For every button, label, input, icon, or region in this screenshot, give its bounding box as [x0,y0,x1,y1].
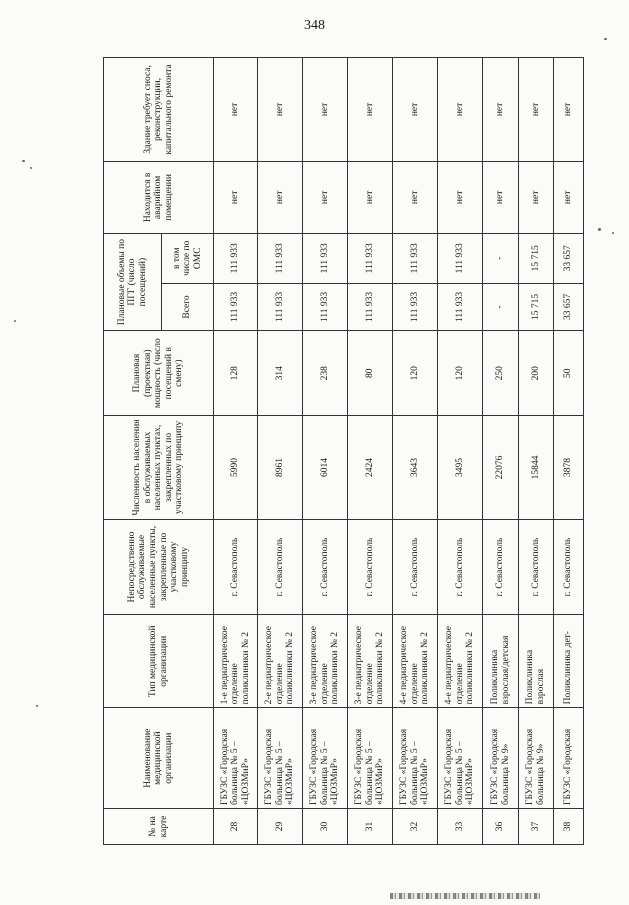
scan-edge-artifact [390,893,540,899]
cell-type: 2-е педиатрическое отделение поликлиники № 2 [258,615,303,708]
header-type: Тип медицинской организации [104,615,214,708]
cell-settlements: г. Севастополь [519,519,554,614]
scan-speck [30,167,32,169]
header-demolition: Здание требует сноса, реконструкции, капитального ремонта [104,58,214,162]
cell-population: 6014 [303,416,348,520]
table-row [303,58,348,845]
cell-name: ГБУЗС «Городская больница № 5 – «ЦОЗМиР» [438,708,483,809]
header-volumes: Плановые объемы по ПГГ (число посещений) [104,233,162,330]
cell-emergency: нет [214,161,258,233]
cell-demolition: нет [214,58,258,162]
cell-type: Поликлиника взрослая [519,615,554,708]
cell-volumes-total: 111 933 [348,283,393,331]
table-row [438,58,483,845]
cell-emergency: нет [258,161,303,233]
cell-demolition: нет [519,58,554,162]
cell-capacity: 314 [258,331,303,416]
header-capacity: Плановая (проектная) мощность (число посещений в смену) [104,331,214,416]
cell-name: ГБУЗС «Городская больница № 5 – «ЦОЗМиР» [214,708,258,809]
cell-type: Поликлиника взрослая/детская [483,615,519,708]
cell-volumes-oms: - [483,233,519,283]
cell-population: 22076 [483,416,519,520]
header-num: № на карте [104,809,214,845]
table-row [519,58,554,845]
cell-demolition: нет [554,58,584,162]
cell-population: 3878 [554,416,584,520]
cell-emergency: нет [483,161,519,233]
cell-type: Поликлиника дет- [554,615,584,708]
cell-name: ГБУЗС «Городская больница № 5 – «ЦОЗМиР» [393,708,438,809]
cell-volumes-oms: 111 933 [438,233,483,283]
table-row [554,58,584,845]
cell-population: 8961 [258,416,303,520]
cell-type: 4-е педиатрическое отделение поликлиники № 2 [438,615,483,708]
cell-capacity: 50 [554,331,584,416]
cell-num: 36 [483,809,519,845]
cell-demolition: нет [348,58,393,162]
cell-settlements: г. Севастополь [554,519,584,614]
cell-settlements: г. Севастополь [483,519,519,614]
scan-speck [22,160,25,162]
cell-name: ГБУЗС «Городская больница № 9» [519,708,554,809]
header-volumes-oms: в том числе по ОМС [162,233,214,283]
cell-emergency: нет [554,161,584,233]
cell-num: 37 [519,809,554,845]
cell-demolition: нет [483,58,519,162]
header-volumes-total: Всего [162,283,214,331]
cell-emergency: нет [438,161,483,233]
cell-emergency: нет [348,161,393,233]
cell-volumes-oms: 111 933 [214,233,258,283]
cell-population: 3643 [393,416,438,520]
cell-volumes-total: - [483,283,519,331]
cell-volumes-total: 111 933 [438,283,483,331]
cell-num: 30 [303,809,348,845]
cell-capacity: 128 [214,331,258,416]
cell-volumes-oms: 33 657 [554,233,584,283]
cell-name: ГБУЗС «Городская больница № 5 – «ЦОЗМиР» [258,708,303,809]
scan-speck [612,232,614,234]
cell-demolition: нет [303,58,348,162]
scan-speck [36,705,38,707]
cell-capacity: 120 [393,331,438,416]
cell-volumes-oms: 15 715 [519,233,554,283]
cell-capacity: 250 [483,331,519,416]
cell-demolition: нет [438,58,483,162]
table-row [483,58,519,845]
cell-type: 3-е педиатрическое отделение поликлиники № 2 [303,615,348,708]
cell-demolition: нет [258,58,303,162]
cell-capacity: 120 [438,331,483,416]
cell-name: ГБУЗС «Городская [554,708,584,809]
cell-volumes-total: 15 715 [519,283,554,331]
cell-settlements: г. Севастополь [348,519,393,614]
cell-population: 3495 [438,416,483,520]
scan-speck [598,228,601,231]
cell-capacity: 80 [348,331,393,416]
cell-volumes-total: 111 933 [214,283,258,331]
cell-population: 5990 [214,416,258,520]
cell-num: 32 [393,809,438,845]
table-row [348,58,393,845]
cell-population: 15844 [519,416,554,520]
header-population: Численность населения в обслуживаемых населенных пунктах, закрепленных по участковому принципу [104,416,214,520]
cell-volumes-total: 111 933 [393,283,438,331]
cell-volumes-total: 111 933 [303,283,348,331]
cell-num: 33 [438,809,483,845]
header-settlements: Непосредственно обслуживаемые населенные пункты, закрепленные по участковому принципу [104,519,214,614]
cell-population: 2424 [348,416,393,520]
cell-settlements: г. Севастополь [303,519,348,614]
cell-capacity: 200 [519,331,554,416]
table-row [258,58,303,845]
cell-emergency: нет [303,161,348,233]
rotated-table-container [103,57,574,845]
header-name: Наименование медицинской организации [104,708,214,809]
cell-num: 28 [214,809,258,845]
header-emergency: Находится в аварийном помещении [104,161,214,233]
cell-num: 29 [258,809,303,845]
page-number: 348 [304,18,325,33]
scan-speck [14,320,16,322]
cell-emergency: нет [393,161,438,233]
cell-name: ГБУЗС «Городская больница № 9» [483,708,519,809]
table-row [214,58,258,845]
cell-capacity: 238 [303,331,348,416]
cell-volumes-oms: 111 933 [303,233,348,283]
cell-type: 3-е педиатрическое отделение поликлиники № 2 [348,615,393,708]
cell-volumes-oms: 111 933 [258,233,303,283]
cell-name: ГБУЗС «Городская больница № 5 – «ЦОЗМиР» [303,708,348,809]
cell-num: 38 [554,809,584,845]
table-row [393,58,438,845]
cell-volumes-oms: 111 933 [348,233,393,283]
cell-type: 4-е педиатрическое отделение поликлиники № 2 [393,615,438,708]
cell-volumes-total: 33 657 [554,283,584,331]
cell-settlements: г. Севастополь [438,519,483,614]
scan-speck [604,38,607,40]
cell-settlements: г. Севастополь [214,519,258,614]
cell-demolition: нет [393,58,438,162]
cell-settlements: г. Севастополь [393,519,438,614]
medical-organizations-table [103,57,584,845]
cell-emergency: нет [519,161,554,233]
cell-type: 1-е педиатрическое отделение поликлиники № 2 [214,615,258,708]
cell-volumes-total: 111 933 [258,283,303,331]
cell-num: 31 [348,809,393,845]
cell-name: ГБУЗС «Городская больница № 5 – «ЦОЗМиР» [348,708,393,809]
cell-settlements: г. Севастополь [258,519,303,614]
cell-volumes-oms: 111 933 [393,233,438,283]
